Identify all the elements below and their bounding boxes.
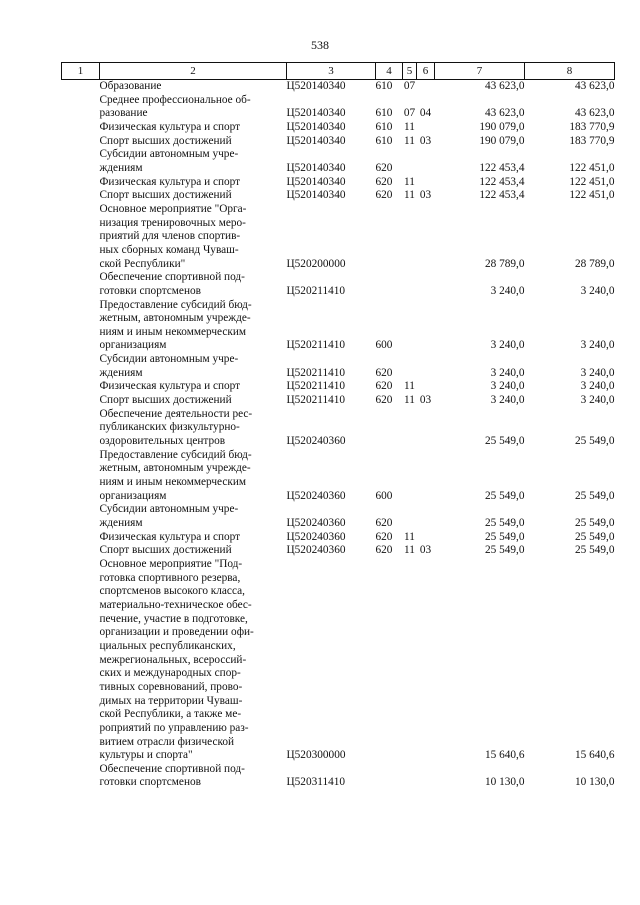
- expense-type-code: 620: [375, 394, 393, 407]
- cell-col-1: [62, 503, 100, 530]
- item-name-line: Спорт высших достижений: [99, 189, 232, 202]
- expense-type-code: 610: [375, 80, 393, 92]
- item-name-line: димых на территории Чуваш-: [99, 694, 243, 707]
- item-name: [100, 80, 287, 94]
- cell-col-1: [62, 80, 100, 94]
- item-name: [100, 449, 287, 504]
- subsection-code: 03: [419, 394, 432, 407]
- amount-col-7: 122 453,4: [479, 189, 525, 202]
- target-article-code: Ц520200000: [286, 257, 346, 270]
- item-name-line: Предоставление субсидий бюд-: [99, 298, 252, 311]
- item-name-line: низация тренировочных меро-: [99, 216, 246, 229]
- cell-col-1: [62, 380, 100, 394]
- expense-type-code: 620: [375, 517, 393, 529]
- item-name: [100, 558, 287, 763]
- target-article-code: Ц520211410: [286, 394, 346, 407]
- cell-col-1: [62, 176, 100, 190]
- cell-col-1: [62, 189, 100, 203]
- item-name-line: роприятий по управлению раз-: [99, 721, 249, 734]
- expense-type-code: 610: [375, 134, 393, 147]
- item-name-line: межрегиональных, всероссий-: [99, 653, 247, 666]
- cell-col-1: [62, 449, 100, 504]
- item-name-line: культуры и спорта": [99, 749, 193, 762]
- expense-type-code: 620: [375, 530, 393, 543]
- subsection-code: [417, 203, 435, 271]
- table-row: [62, 558, 615, 763]
- target-article-code: Ц520140340: [286, 134, 346, 147]
- amount-col-7: 28 789,0: [484, 257, 525, 270]
- subsection-code: 03: [419, 544, 432, 557]
- target-article-code: Ц520211410: [286, 284, 346, 297]
- item-name-line: ждениям: [99, 517, 143, 529]
- amount-col-8: 3 240,0: [580, 366, 615, 379]
- table-row: [62, 353, 615, 380]
- item-name-line: Обеспечение деятельности рес-: [99, 407, 253, 420]
- subsection-code: [417, 763, 435, 790]
- item-name-line: Физическая культура и спорт: [99, 380, 241, 393]
- section-code: 11: [404, 544, 415, 557]
- item-name-line: ниям и иным некоммерческим: [99, 325, 247, 338]
- section-code: [403, 408, 417, 449]
- amount-col-7: 3 240,0: [490, 284, 525, 297]
- amount-col-7: 122 453,4: [479, 161, 525, 174]
- amount-col-8: 3 240,0: [580, 339, 615, 352]
- cell-col-1: [62, 148, 100, 175]
- cell-col-1: [62, 531, 100, 545]
- subsection-code: [417, 80, 435, 94]
- item-name-line: Физическая культура и спорт: [99, 120, 241, 133]
- item-name-line: Спорт высших достижений: [99, 134, 232, 147]
- expense-type-code: [376, 558, 403, 763]
- column-header-8: 8: [525, 63, 615, 80]
- item-name-line: Обеспечение спортивной под-: [99, 271, 245, 284]
- subsection-code: [417, 271, 435, 298]
- table-row: [62, 121, 615, 135]
- expense-type-code: 610: [375, 120, 393, 133]
- amount-col-7: 25 549,0: [484, 530, 525, 543]
- target-article-code: Ц520140340: [286, 161, 346, 174]
- item-name: [100, 408, 287, 449]
- table-row: [62, 394, 615, 408]
- expense-type-code: [376, 408, 403, 449]
- item-name-line: ждениям: [99, 161, 143, 174]
- amount-col-7: 25 549,0: [484, 489, 525, 502]
- table-body: [62, 80, 615, 791]
- expense-type-code: 620: [375, 366, 393, 379]
- section-code: 07: [403, 80, 416, 92]
- subsection-code: [417, 531, 435, 545]
- amount-col-7: 43 623,0: [484, 107, 525, 120]
- item-name-line: приятий для членов спортив-: [99, 230, 241, 243]
- table-row: [62, 80, 615, 94]
- item-name-line: жетным, автономным учрежде-: [99, 462, 251, 475]
- expense-type-code: [376, 271, 403, 298]
- table-row: [62, 189, 615, 203]
- amount-col-8: 25 549,0: [574, 435, 615, 448]
- subsection-code: [417, 176, 435, 190]
- item-name: [100, 544, 287, 558]
- item-name: [100, 299, 287, 354]
- table-row: [62, 94, 615, 121]
- target-article-code: Ц520211410: [286, 339, 346, 352]
- subsection-code: [417, 353, 435, 380]
- amount-col-7: 10 130,0: [484, 776, 525, 789]
- section-code: 11: [404, 189, 415, 202]
- target-article-code: Ц520211410: [286, 380, 346, 393]
- column-header-4: 4: [376, 63, 403, 80]
- subsection-code: [417, 449, 435, 504]
- item-name-line: Спорт высших достижений: [99, 544, 232, 557]
- column-header-2: 2: [100, 63, 287, 80]
- item-name-line: Субсидии автономным учре-: [99, 353, 239, 366]
- cell-col-1: [62, 271, 100, 298]
- item-name-line: Спорт высших достижений: [99, 394, 232, 407]
- section-code: [403, 558, 417, 763]
- table-row: [62, 148, 615, 175]
- table-row: [62, 135, 615, 149]
- section-code: [403, 203, 417, 271]
- section-code: [403, 449, 417, 504]
- target-article-code: Ц520240360: [286, 435, 346, 448]
- expense-type-code: 620: [375, 161, 393, 174]
- item-name-line: ных сборных команд Чуваш-: [99, 243, 239, 256]
- table-row: [62, 408, 615, 449]
- cell-col-1: [62, 203, 100, 271]
- amount-col-7: 25 549,0: [484, 517, 525, 529]
- subsection-code: [417, 299, 435, 354]
- amount-col-7: 3 240,0: [490, 394, 525, 407]
- item-name-line: публиканских физкультурно-: [99, 421, 240, 434]
- target-article-code: Ц520140340: [286, 80, 346, 92]
- target-article-code: Ц520311410: [286, 776, 346, 789]
- table-row: [62, 763, 615, 790]
- table-row: [62, 531, 615, 545]
- item-name-line: Субсидии автономным учре-: [99, 503, 239, 516]
- subsection-code: [417, 558, 435, 763]
- target-article-code: Ц520240360: [286, 517, 346, 529]
- target-article-code: Ц520240360: [286, 489, 346, 502]
- subsection-code: 03: [419, 134, 432, 147]
- amount-col-8: 25 549,0: [574, 489, 615, 502]
- amount-col-8: 43 623,0: [574, 107, 615, 120]
- item-name-line: жетным, автономным учрежде-: [99, 312, 251, 325]
- expense-type-code: 620: [375, 175, 393, 188]
- amount-col-8: 10 130,0: [574, 776, 615, 789]
- item-name: [100, 353, 287, 380]
- expense-type-code: 620: [375, 544, 393, 557]
- section-code: [403, 763, 417, 790]
- item-name-line: Основное мероприятие "Под-: [99, 557, 243, 570]
- cell-col-1: [62, 394, 100, 408]
- amount-col-7: 15 640,6: [484, 749, 525, 762]
- target-article-code: Ц520140340: [286, 107, 346, 120]
- header-row: [62, 63, 615, 80]
- item-name: [100, 203, 287, 271]
- cell-col-1: [62, 353, 100, 380]
- item-name-line: тивных соревнований, прово-: [99, 680, 243, 693]
- cell-col-1: [62, 408, 100, 449]
- item-name: [100, 503, 287, 530]
- amount-col-7: 190 079,0: [479, 120, 525, 133]
- cell-col-1: [62, 121, 100, 135]
- amount-col-8: 25 549,0: [574, 517, 615, 529]
- section-code: 11: [404, 394, 415, 407]
- section-code: [403, 503, 417, 530]
- section-code: [403, 148, 417, 175]
- item-name: [100, 176, 287, 190]
- item-name-line: организациям: [99, 489, 167, 502]
- item-name-line: циальных республиканских,: [99, 639, 236, 652]
- amount-col-8: 3 240,0: [580, 380, 615, 393]
- item-name-line: Обеспечение спортивной под-: [99, 762, 245, 775]
- page-number: 538: [311, 38, 329, 52]
- expense-type-code: 620: [375, 189, 393, 202]
- amount-col-8: 25 549,0: [574, 530, 615, 543]
- amount-col-8: 122 451,0: [569, 189, 615, 202]
- item-name-line: готовки спортсменов: [99, 284, 201, 297]
- subsection-code: [417, 503, 435, 530]
- item-name-line: ской Республики, а также ме-: [99, 708, 242, 721]
- subsection-code: [417, 408, 435, 449]
- item-name: [100, 394, 287, 408]
- column-header-5: 5: [403, 63, 417, 80]
- item-name-line: ниям и иным некоммерческим: [99, 476, 247, 489]
- section-code: [403, 271, 417, 298]
- item-name-line: оздоровительных центров: [99, 435, 226, 448]
- table-row: [62, 449, 615, 504]
- table-row: [62, 203, 615, 271]
- item-name-line: организации и проведении офи-: [99, 626, 254, 639]
- amount-col-8: 3 240,0: [580, 394, 615, 407]
- item-name-line: витием отрасли физической: [99, 735, 235, 748]
- amount-col-7: 43 623,0: [484, 80, 525, 92]
- table-row: [62, 299, 615, 354]
- expense-type-code: 610: [375, 107, 393, 120]
- item-name-line: готовка спортивного резерва,: [99, 571, 241, 584]
- column-header-1: 1: [62, 63, 100, 80]
- amount-col-7: 122 453,4: [479, 175, 525, 188]
- item-name: [100, 135, 287, 149]
- amount-col-7: 3 240,0: [490, 380, 525, 393]
- section-code: [403, 353, 417, 380]
- amount-col-8: 183 770,9: [569, 120, 615, 133]
- section-code: 11: [404, 175, 415, 188]
- table-row: [62, 176, 615, 190]
- cell-col-1: [62, 299, 100, 354]
- table-row: [62, 544, 615, 558]
- expense-type-code: [376, 763, 403, 790]
- expense-type-code: 600: [375, 489, 393, 502]
- item-name: [100, 189, 287, 203]
- section-code: 11: [404, 380, 415, 393]
- item-name-line: разование: [99, 107, 148, 120]
- amount-col-7: 25 549,0: [484, 435, 525, 448]
- amount-col-8: 15 640,6: [574, 749, 615, 762]
- cell-col-1: [62, 544, 100, 558]
- target-article-code: Ц520140340: [286, 175, 346, 188]
- amount-col-8: 25 549,0: [574, 544, 615, 557]
- item-name: [100, 94, 287, 121]
- item-name-line: ской Республики": [99, 257, 186, 270]
- subsection-code: [417, 121, 435, 135]
- cell-col-1: [62, 94, 100, 121]
- amount-col-8: 122 451,0: [569, 161, 615, 174]
- item-name-line: ских и международных спор-: [99, 667, 241, 680]
- amount-col-7: 3 240,0: [490, 366, 525, 379]
- item-name-line: Среднее профессиональное об-: [99, 93, 251, 106]
- subsection-code: 04: [419, 107, 432, 120]
- item-name-line: Основное мероприятие "Орга-: [99, 202, 247, 215]
- item-name-line: готовки спортсменов: [99, 776, 201, 789]
- amount-col-8: 122 451,0: [569, 175, 615, 188]
- target-article-code: Ц520240360: [286, 530, 346, 543]
- item-name: [100, 271, 287, 298]
- item-name: [100, 121, 287, 135]
- budget-table: [61, 62, 615, 790]
- item-name-line: Субсидии автономным учре-: [99, 148, 239, 161]
- item-name: [100, 380, 287, 394]
- amount-col-7: 190 079,0: [479, 134, 525, 147]
- table-row: [62, 503, 615, 530]
- item-name-line: материально-техническое обес-: [99, 598, 252, 611]
- section-code: 11: [404, 134, 415, 147]
- target-article-code: Ц520140340: [286, 120, 346, 133]
- table-row: [62, 380, 615, 394]
- section-code: 11: [404, 530, 415, 543]
- item-name: [100, 763, 287, 790]
- column-header-6: 6: [417, 63, 435, 80]
- expense-type-code: 620: [375, 380, 393, 393]
- target-article-code: Ц520240360: [286, 544, 346, 557]
- cell-col-1: [62, 558, 100, 763]
- target-article-code: Ц520140340: [286, 189, 346, 202]
- subsection-code: 03: [419, 189, 432, 202]
- item-name: [100, 531, 287, 545]
- cell-col-1: [62, 135, 100, 149]
- section-code: 11: [404, 120, 415, 133]
- section-code: 07: [403, 107, 416, 120]
- amount-col-8: 28 789,0: [574, 257, 615, 270]
- cell-col-1: [62, 763, 100, 790]
- expense-type-code: [376, 203, 403, 271]
- subsection-code: [417, 380, 435, 394]
- target-article-code: Ц520300000: [286, 749, 346, 762]
- table-row: [62, 271, 615, 298]
- amount-col-8: 183 770,9: [569, 134, 615, 147]
- item-name-line: спортсменов высокого класса,: [99, 585, 245, 598]
- amount-col-8: 43 623,0: [574, 80, 615, 92]
- item-name-line: Образование: [99, 80, 162, 92]
- column-header-3: 3: [287, 63, 376, 80]
- item-name-line: ждениям: [99, 366, 143, 379]
- subsection-code: [417, 148, 435, 175]
- expense-type-code: 600: [375, 339, 393, 352]
- item-name-line: организациям: [99, 339, 167, 352]
- section-code: [403, 299, 417, 354]
- item-name-line: Физическая культура и спорт: [99, 530, 241, 543]
- item-name-line: Физическая культура и спорт: [99, 175, 241, 188]
- item-name-line: Предоставление субсидий бюд-: [99, 448, 252, 461]
- amount-col-8: 3 240,0: [580, 284, 615, 297]
- item-name-line: печение, участие в подготовке,: [99, 612, 248, 625]
- amount-col-7: 3 240,0: [490, 339, 525, 352]
- target-article-code: Ц520211410: [286, 366, 346, 379]
- column-header-7: 7: [435, 63, 525, 80]
- item-name: [100, 148, 287, 175]
- amount-col-7: 25 549,0: [484, 544, 525, 557]
